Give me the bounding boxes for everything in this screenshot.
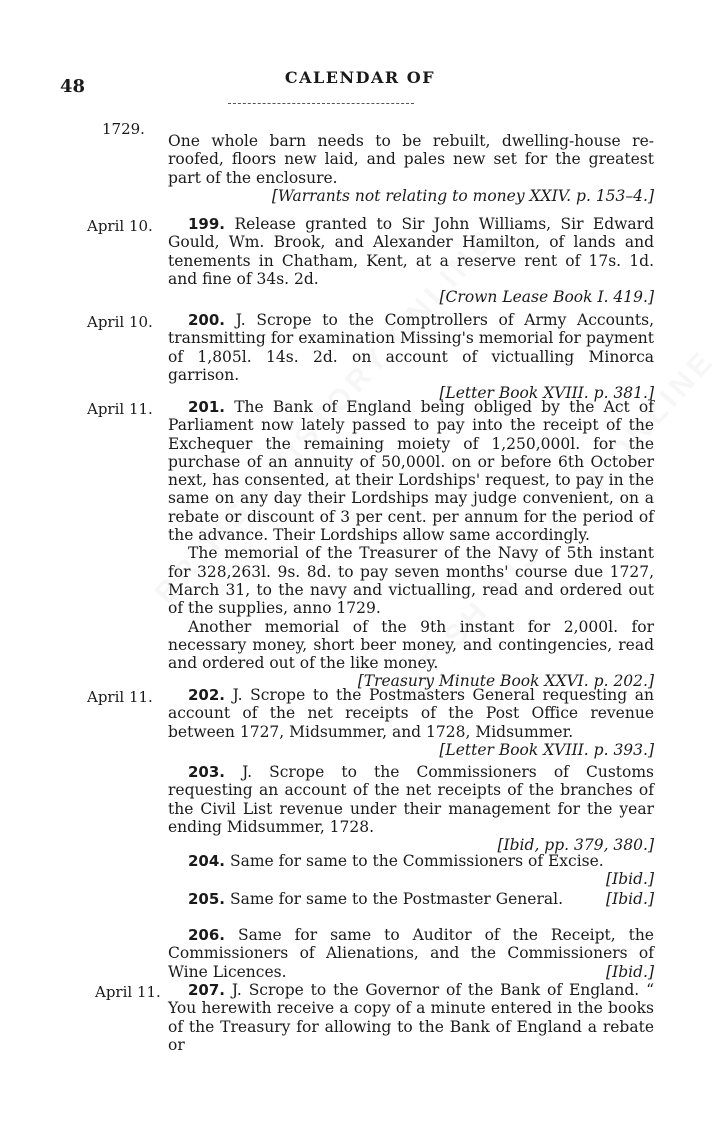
entry-text: The Bank of England being obliged by the Act of Parliament now lately passed to pay into the receipt of the Exchequer the remaining moiety of 1,250,000l. for the purchase of an annuity of 50,000l. on or before 6th October next, has consented, at their Lordships' request, to pay in the same on any day their Lordships may judge convenient, on a rebate or discount of 3 per cent. per annum for the period of the advance. Their Lordships allow same accordingly. xyxy=(168,398,654,545)
entry-source: [Treasury Minute Book XXVI. p. 202.] xyxy=(357,672,654,691)
entry-text: Release granted to Sir John Williams, Sir Edward Gould, Wm. Brook, and Alexander Hamilton, of lands and tenements in Chatham, Kent, at a reserve rent of 17s. 1d. and fine of 34s. 2d. xyxy=(168,215,654,288)
entry-text: Same for same to the Postmaster General. xyxy=(229,890,563,908)
entry-text: Same for same to the Commissioners of Excise. xyxy=(229,852,604,870)
entry-body xyxy=(168,132,654,205)
entry-body xyxy=(168,686,654,759)
entry-number: 207. xyxy=(188,981,226,999)
year-marker: 1729. xyxy=(102,120,145,138)
entry-source: [Ibid.] xyxy=(606,890,654,908)
entry-number: 200. xyxy=(188,311,226,329)
running-title: CALENDAR OF xyxy=(284,68,436,87)
entry-text: The memorial of the Treasurer of the Navy of 5th instant for 328,263l. 9s. 8d. to pay seven months' course due 1727, March 31, to the navy and victualling, read and ordered out of the supplies, anno 1729. xyxy=(168,544,654,618)
entry-source: [Crown Lease Book I. 419.] xyxy=(439,288,654,307)
entry-body xyxy=(168,852,654,889)
entry-source: [Ibid.] xyxy=(606,962,654,981)
entry-source: [Letter Book XVIII. p. 381.] xyxy=(439,384,654,403)
entry-text: J. Scrope to the Postmasters General requesting an account of the net receipts of the Post Office revenue between 1727, Midsummer, and 1728, Midsummer. xyxy=(168,686,654,741)
entry-date: April 11. xyxy=(95,983,161,1001)
entry-body xyxy=(168,981,654,1054)
page-number: 48 xyxy=(60,76,86,97)
entry-number: 199. xyxy=(188,215,226,233)
entry-text: J. Scrope to the Comptrollers of Army Accounts, transmitting for examination Missing's memorial for payment of 1,805l. 14s. 2d. on account of victualling Minorca garrison. xyxy=(168,311,655,384)
entry-date: April 10. xyxy=(87,313,153,331)
entry-source: [Ibid.] xyxy=(606,870,654,889)
entry-text: One whole barn needs to be rebuilt, dwelling-house re-roofed, floors new laid, and pales new set for the greatest part of the enclosure. xyxy=(168,132,654,187)
entry-date: April 11. xyxy=(87,400,153,418)
entry-body xyxy=(168,215,654,306)
entry-number: 206. xyxy=(188,926,226,944)
entry-number: 201. xyxy=(188,398,226,416)
entry-body xyxy=(168,763,654,854)
entry-body xyxy=(168,311,654,402)
entry-date: April 10. xyxy=(87,217,153,235)
entry-date: April 11. xyxy=(87,688,153,706)
entry-text: J. Scrope to the Commissioners of Customs requesting an account of the net receipts of the branches of the Civil List revenue under their management for the year ending Midsummer, 1728. xyxy=(168,763,654,836)
entry-source: [Letter Book XVIII. p. 393.] xyxy=(439,740,654,759)
entry-text: J. Scrope to the Governor of the Bank of England. “ You herewith receive a copy of a minute entered in the books of the Treasury for allowing to the Bank of England a rebate or xyxy=(168,981,655,1054)
header-rule xyxy=(228,103,414,104)
entry-number: 202. xyxy=(188,686,226,704)
entry-body xyxy=(168,926,654,981)
entry-text: Same for same to Auditor of the Receipt, the Commissioners of Alienations, and the Commissioners of Wine Licences. xyxy=(168,926,654,981)
entry-number: 205. xyxy=(188,890,226,908)
entry-source: [Ibid, pp. 379, 380.] xyxy=(497,836,654,855)
entry-body xyxy=(168,890,654,908)
entry-text: Another memorial of the 9th instant for 2,000l. for necessary money, short beer money, and contingencies, read and ordered out of the like money. xyxy=(168,617,654,673)
entry-source: [Warrants not relating to money XXIV. p. 153–4.] xyxy=(271,186,654,205)
entry-number: 203. xyxy=(188,763,226,781)
entry-number: 204. xyxy=(188,852,226,870)
entry-body xyxy=(168,398,654,691)
